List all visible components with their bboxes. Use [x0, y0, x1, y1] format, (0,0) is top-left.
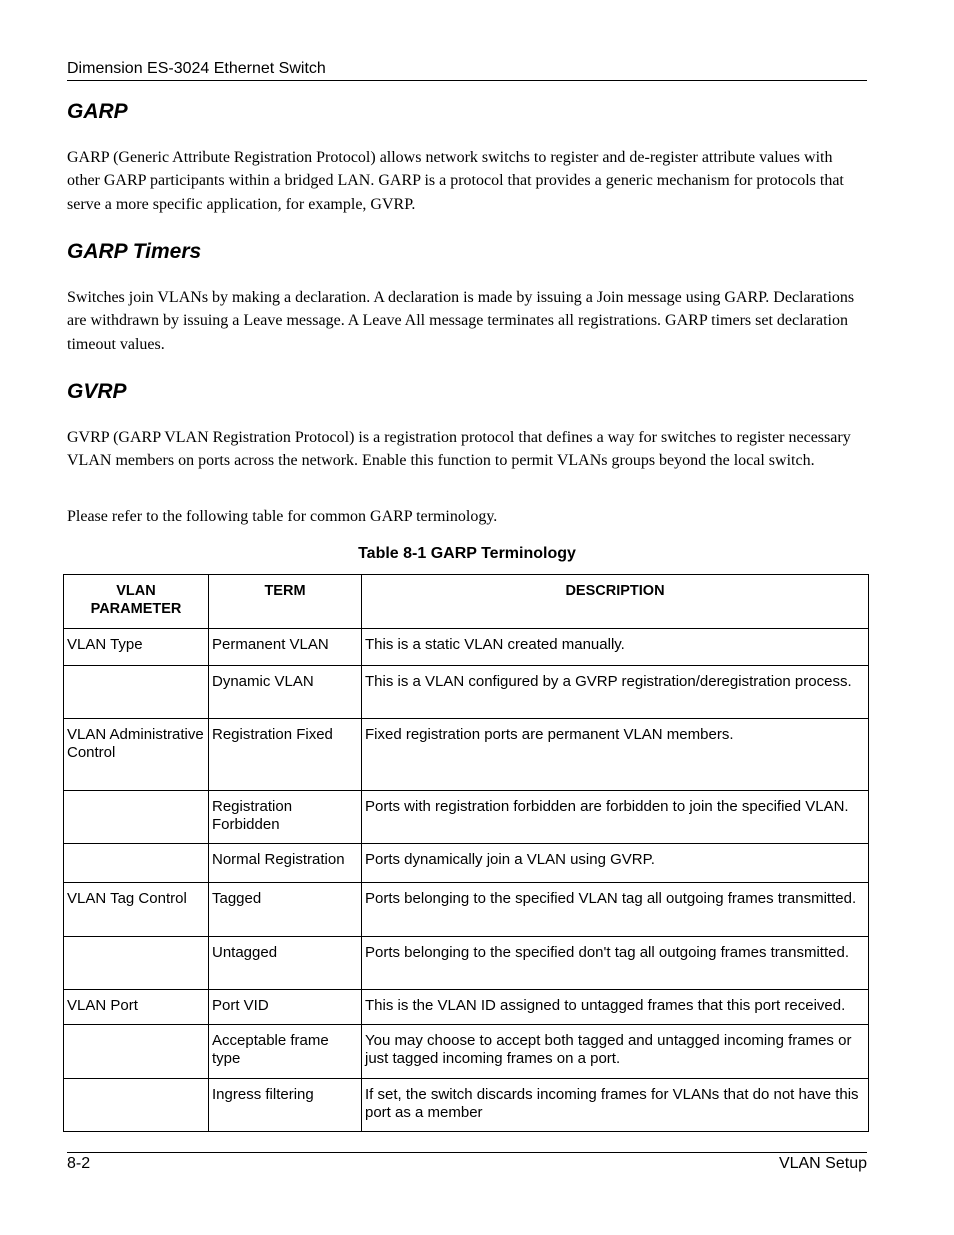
cell-term: Ingress filtering [209, 1079, 362, 1132]
cell-term: Untagged [209, 937, 362, 990]
table-row [64, 1079, 869, 1132]
table-row [64, 990, 869, 1025]
table-row [64, 791, 869, 844]
cell-term: Acceptable frame type [209, 1025, 362, 1079]
section-heading-garp: GARP [67, 100, 128, 123]
cell-description: Ports dynamically join a VLAN using GVRP. [362, 844, 869, 883]
cell-parameter: VLAN Tag Control [64, 883, 209, 937]
cell-description: This is the VLAN ID assigned to untagged frames that this port received. [362, 990, 869, 1025]
running-header: Dimension ES-3024 Ethernet Switch [67, 60, 867, 81]
section-heading-gvrp: GVRP [67, 380, 127, 403]
section-paragraph-garp-timers: Switches join VLANs by making a declaration. A declaration is made by issuing a Join message using GARP. Declarations are withdrawn by issuing a Leave message. A Leave All message terminates all registrations. GARP timers set declaration timeout values. [67, 289, 855, 353]
cell-term: Dynamic VLAN [209, 666, 362, 719]
header-description: DESCRIPTION [362, 575, 869, 629]
table-row [64, 666, 869, 719]
cell-parameter: VLAN Port [64, 990, 209, 1025]
cell-parameter [64, 937, 209, 990]
table-row [64, 883, 869, 937]
cell-parameter [64, 666, 209, 719]
table-row [64, 1025, 869, 1079]
footer-section-title: VLAN Setup [778, 1155, 867, 1172]
cell-term: Permanent VLAN [209, 629, 362, 666]
table-caption: Table 8-1 GARP Terminology [358, 545, 576, 562]
page-number: 8-2 [67, 1155, 91, 1172]
cell-description: This is a VLAN configured by a GVRP registration/deregistration process. [362, 666, 869, 719]
cell-term: Tagged [209, 883, 362, 937]
cell-parameter: VLAN Administrative Control [64, 719, 209, 791]
cell-description: Fixed registration ports are permanent VLAN members. [362, 719, 869, 791]
table-row [64, 719, 869, 791]
cell-parameter: VLAN Type [64, 629, 209, 666]
cell-description: Ports belonging to the specified VLAN tag all outgoing frames transmitted. [362, 883, 869, 937]
cell-description: This is a static VLAN created manually. [362, 629, 869, 666]
cell-parameter [64, 1079, 209, 1132]
running-footer [67, 1152, 867, 1173]
cell-term: Registration Forbidden [209, 791, 362, 844]
cell-description: Ports belonging to the specified don't tag all outgoing frames transmitted. [362, 937, 869, 990]
header-vlan-parameter: VLAN PARAMETER [64, 575, 209, 629]
section-heading-garp-timers: GARP Timers [67, 240, 202, 263]
cell-term: Port VID [209, 990, 362, 1025]
cell-parameter [64, 791, 209, 844]
table-header-row [64, 575, 869, 629]
cell-term: Normal Registration [209, 844, 362, 883]
section-paragraph-garp: GARP (Generic Attribute Registration Protocol) allows network switchs to register and de-register attribute values with other GARP participants within a bridged LAN. GARP is a protocol that provides a generic mechanism for protocols that serve a more specific application, for example, GVRP. [67, 149, 844, 213]
table-row [64, 937, 869, 990]
cell-parameter [64, 1025, 209, 1079]
header-term: TERM [209, 575, 362, 629]
table-row [64, 629, 869, 666]
cell-description: You may choose to accept both tagged and untagged incoming frames or just tagged incoming frames on a port. [362, 1025, 869, 1079]
cell-term: Registration Fixed [209, 719, 362, 791]
section-paragraph-gvrp: GVRP (GARP VLAN Registration Protocol) is a registration protocol that defines a way for switches to register necessary VLAN members on ports across the network. Enable this function to permit VLANs groups beyond the local switch. [67, 429, 851, 470]
cell-parameter [64, 844, 209, 883]
cell-description: If set, the switch discards incoming frames for VLANs that do not have this port as a member [362, 1079, 869, 1132]
garp-terminology-table [63, 574, 869, 1132]
table-row [64, 844, 869, 883]
refer-paragraph: Please refer to the following table for common GARP terminology. [67, 508, 498, 525]
cell-description: Ports with registration forbidden are forbidden to join the specified VLAN. [362, 791, 869, 844]
